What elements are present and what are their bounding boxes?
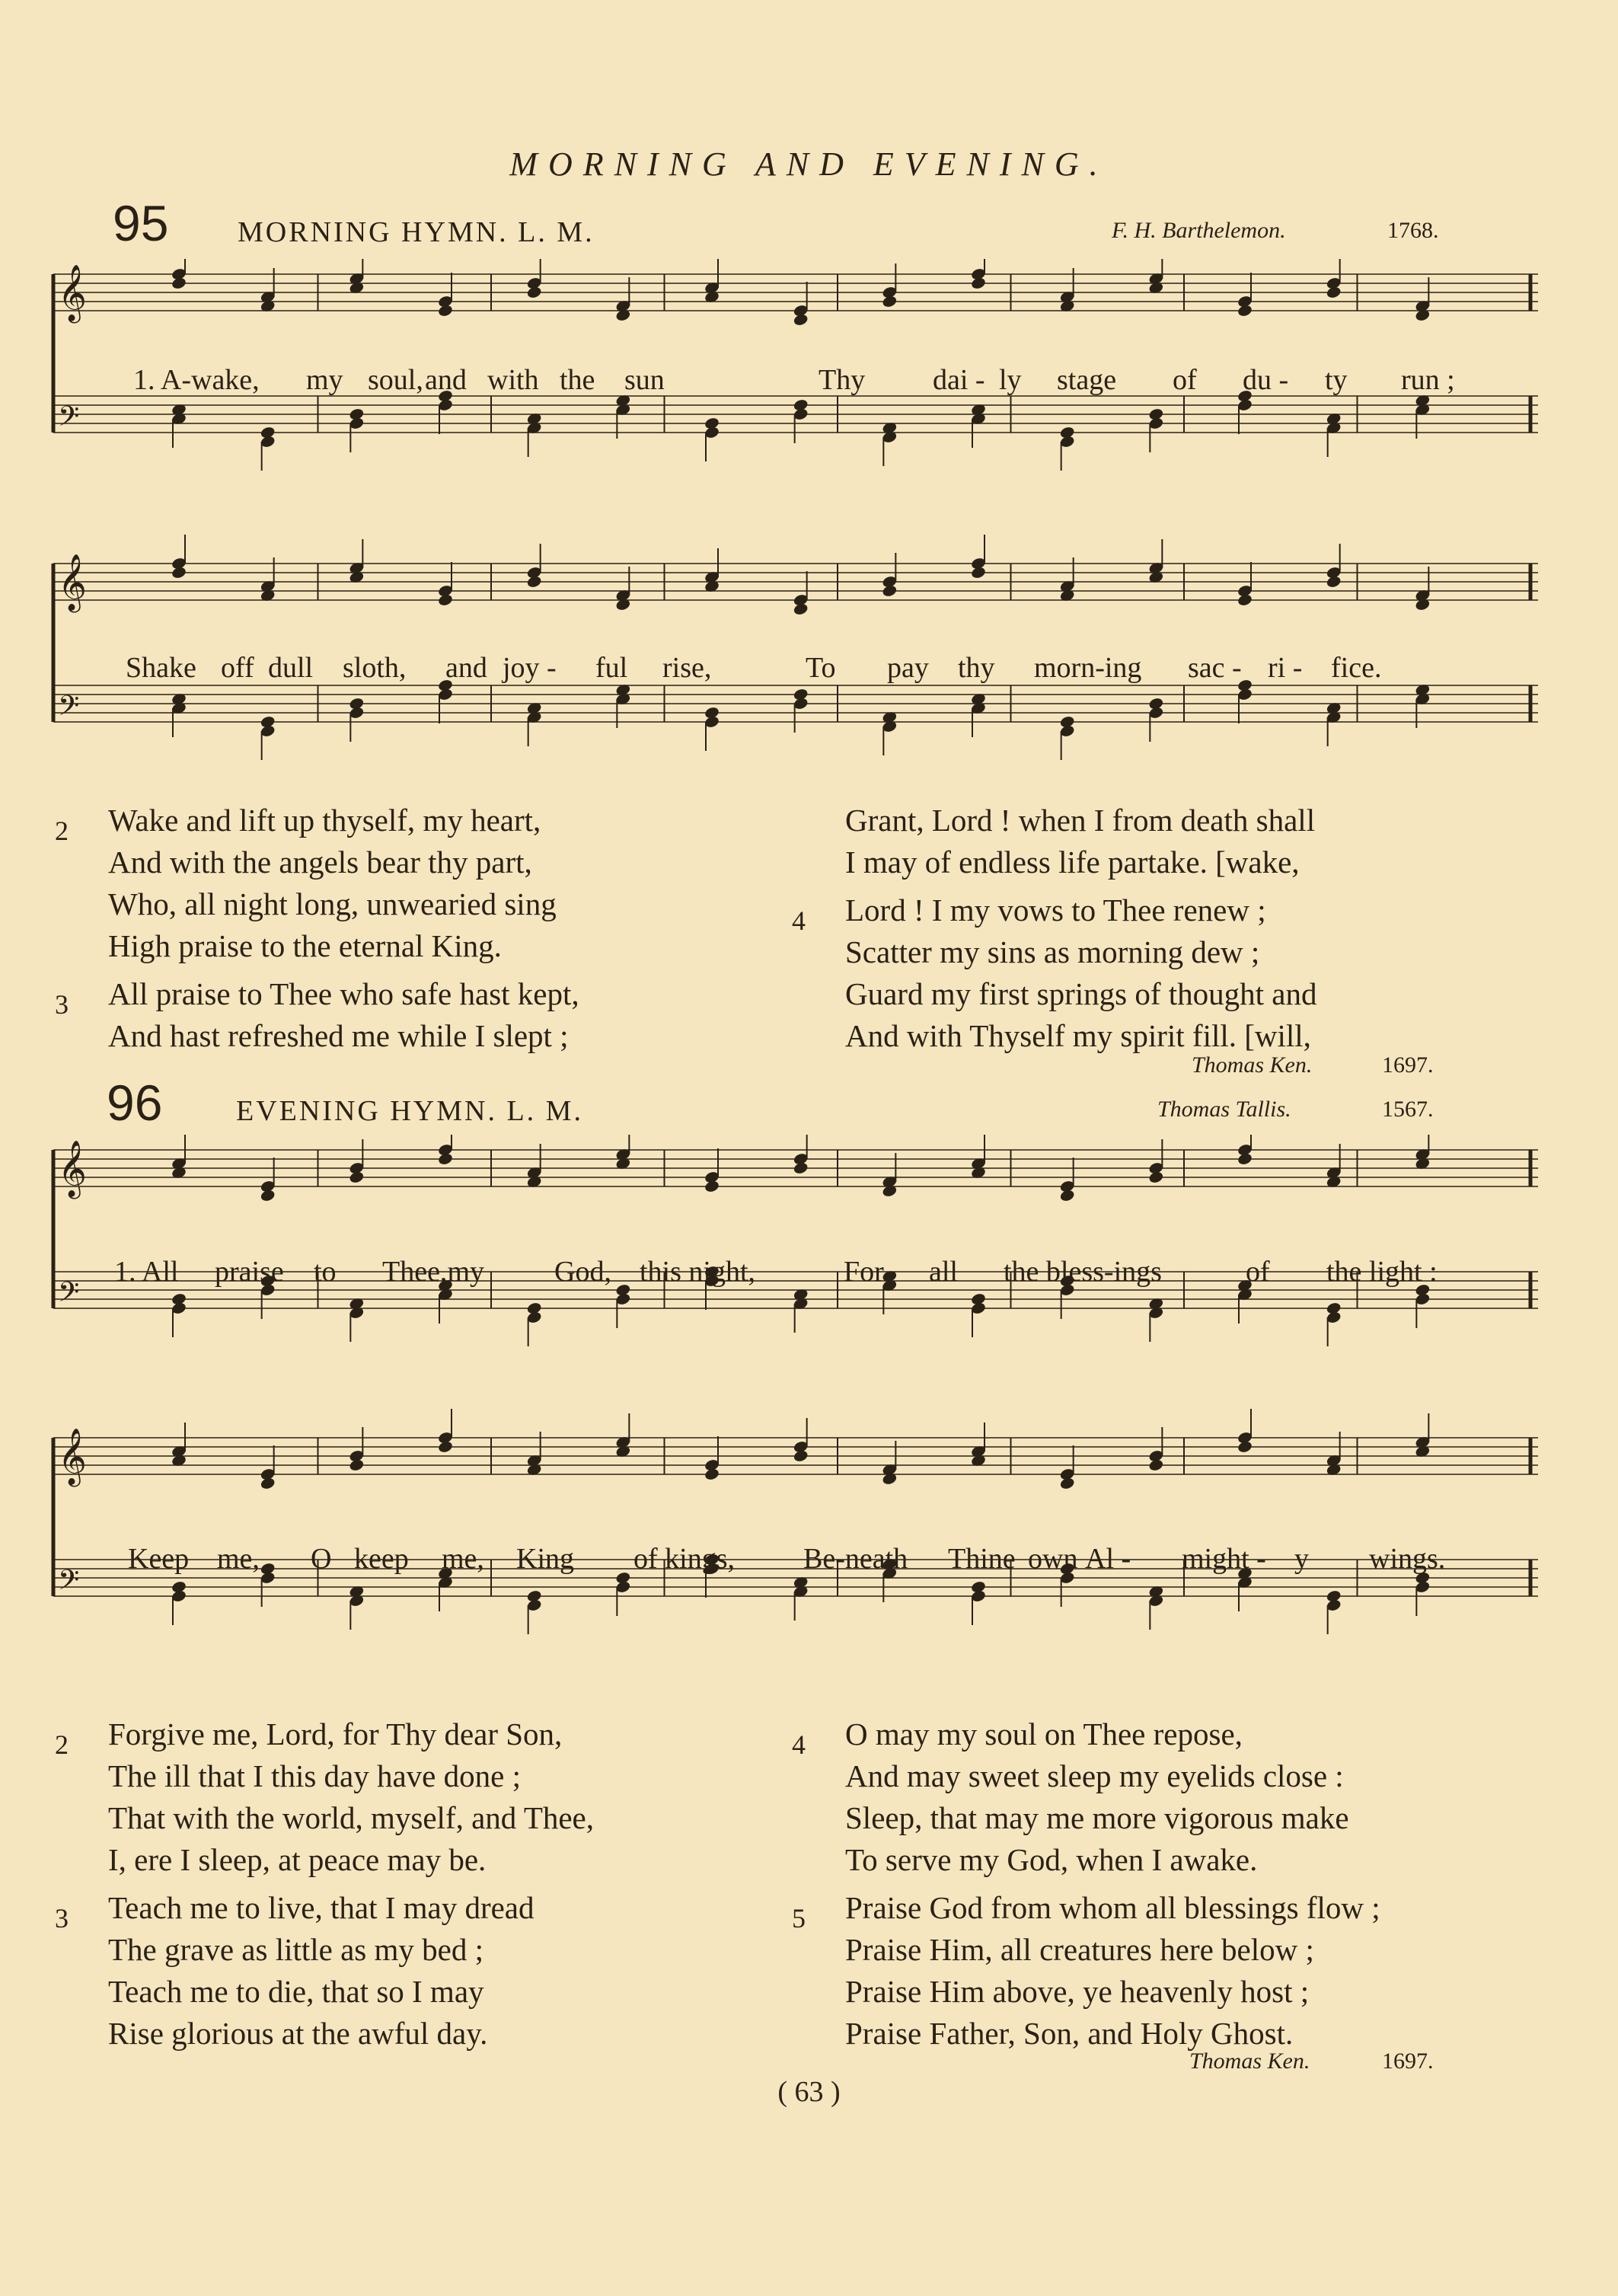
lyric-syllable: God, <box>554 1256 611 1288</box>
author-year: 1697. <box>1382 2049 1434 2074</box>
lyric-syllable: run ; <box>1401 364 1455 396</box>
verse <box>792 889 1316 1057</box>
verse-line: Scatter my sins as morning dew ; <box>845 934 1260 969</box>
lyric-syllable: me, <box>217 1543 260 1575</box>
treble-staff <box>53 535 1538 616</box>
note-head <box>437 1152 453 1166</box>
lyric-syllable: 1. A-wake, <box>133 364 260 396</box>
lyric-syllable: praise <box>215 1256 284 1288</box>
verse-line: Praise Him, all creatures here below ; <box>845 1932 1314 1967</box>
verse-line: And hast refreshed me while I slept ; <box>108 1018 569 1053</box>
verse-line: That with the world, myself, and Thee, <box>108 1800 595 1835</box>
verse-number: 4 <box>792 1729 806 1760</box>
verse-line: Praise Him above, ye heavenly host ; <box>845 1974 1310 2009</box>
verse-number: 3 <box>55 989 69 1020</box>
lyric-syllable: joy - <box>503 652 557 684</box>
verse-line: The ill that I this day have done ; <box>108 1758 521 1793</box>
verse-line: Who, all night long, unwearied sing <box>108 886 557 921</box>
bass-clef-icon: 𝄢 <box>58 690 80 729</box>
music-score <box>46 259 1572 807</box>
verses-right <box>792 1713 1380 2061</box>
note-head <box>704 1180 720 1193</box>
lyric-syllable: keep <box>354 1543 409 1575</box>
lyric-syllable: of <box>1246 1256 1270 1288</box>
lyric-syllable: sun <box>624 364 665 396</box>
note-head <box>526 286 542 299</box>
lyric-syllable: pay <box>887 652 929 684</box>
composer: Thomas Tallis. <box>1157 1097 1291 1122</box>
verses-left <box>55 1713 594 2061</box>
author: Thomas Ken. <box>1189 2049 1310 2074</box>
lyric-syllable: Be-neath <box>803 1543 908 1575</box>
lyric-syllable: Thy <box>819 364 866 396</box>
lyric-syllable: own <box>1028 1543 1078 1575</box>
note-head <box>1237 593 1253 607</box>
lyric-syllable: off <box>221 652 254 684</box>
verse-number: 5 <box>792 1903 806 1934</box>
lyric-syllable: this night, <box>640 1256 756 1288</box>
treble-clef-icon: 𝄞 <box>58 554 87 611</box>
verse-line: Praise Father, Son, and Holy Ghost. <box>845 2016 1294 2051</box>
note-head <box>793 1449 809 1463</box>
note-head <box>793 602 809 616</box>
author: Thomas Ken. <box>1192 1052 1313 1078</box>
note-head <box>437 593 453 607</box>
verse-line: O may my soul on Thee repose, <box>845 1716 1243 1752</box>
note-head <box>171 276 187 290</box>
treble-clef-icon: 𝄞 <box>58 265 87 321</box>
verse-line: Teach me to die, that so I may <box>108 1974 484 2009</box>
note-head <box>260 1189 276 1202</box>
treble-clef-icon: 𝄞 <box>58 1429 87 1485</box>
lyric-syllable: 1. All <box>114 1256 179 1288</box>
verse-line: Lord ! I my vows to Thee renew ; <box>845 893 1266 928</box>
note-head <box>1059 1189 1075 1202</box>
lyric-syllable: wings. <box>1369 1543 1446 1575</box>
lyric-syllable: the light : <box>1326 1256 1438 1288</box>
lyric-syllable: O <box>311 1543 332 1575</box>
note-head <box>970 276 986 290</box>
lyric-syllable: ly <box>999 364 1022 396</box>
note-head <box>882 584 898 598</box>
note-head <box>1237 1440 1253 1454</box>
lyric-syllable: and <box>425 364 467 396</box>
note-head <box>437 1440 453 1454</box>
bass-staff <box>53 1553 1538 1634</box>
lyric-syllable: to <box>314 1256 337 1288</box>
verse-line: High praise to the eternal King. <box>108 928 502 963</box>
lyric-syllable: of kings, <box>633 1543 735 1575</box>
lyric-syllable: Thee,my <box>382 1256 485 1288</box>
note-head <box>704 1467 720 1481</box>
bass-clef-icon: 𝄢 <box>58 1276 80 1315</box>
verse-line: Grant, Lord ! when I from death shall <box>845 803 1316 838</box>
lyric-syllable: and <box>445 652 487 684</box>
treble-staff <box>53 259 1538 327</box>
hymn-title: MORNING HYMN. L. M. <box>238 216 595 248</box>
note-head <box>1326 575 1342 589</box>
lyric-syllable: rise, <box>662 652 712 684</box>
bass-clef-icon: 𝄢 <box>58 401 80 439</box>
hymn-number: 95 <box>113 195 169 251</box>
verse-line: The grave as little as my bed ; <box>108 1932 483 1967</box>
staff-system <box>53 1135 1538 1346</box>
lyric-syllable: dai - <box>933 364 985 396</box>
note-head <box>1148 1170 1164 1184</box>
verse-line: I may of endless life partake. [wake, <box>845 845 1300 880</box>
lyric-syllable: morn-ing <box>1034 652 1142 684</box>
lyric-syllable: y <box>1294 1543 1309 1575</box>
section-title: MORNING AND EVENING. <box>509 145 1109 183</box>
bass-clef-icon: 𝄢 <box>58 1564 80 1603</box>
lyric-syllable: the bless-ings <box>1004 1256 1162 1288</box>
music-score <box>46 1135 1572 1683</box>
lyric-syllable: all <box>929 1256 958 1288</box>
note-head <box>793 313 809 327</box>
hymn-title: EVENING HYMN. L. M. <box>236 1095 583 1127</box>
lyric-syllable: with <box>487 364 539 396</box>
verse-line: To serve my God, when I awake. <box>845 1842 1258 1877</box>
verse <box>792 800 1316 883</box>
lyric-syllable: Shake <box>126 652 196 684</box>
note-head <box>1237 304 1253 318</box>
staff-system <box>53 259 1538 471</box>
page-number: ( 63 ) <box>777 2076 841 2108</box>
note-head <box>1237 1152 1253 1166</box>
lyric-syllable: my <box>306 364 343 396</box>
lyric-syllable: thy <box>958 652 995 684</box>
lyric-syllable: du - <box>1243 364 1289 396</box>
verse-line: I, ere I sleep, at peace may be. <box>108 1842 487 1877</box>
note-head <box>349 1458 365 1472</box>
hymn-number: 96 <box>107 1075 163 1131</box>
verse-line: And may sweet sleep my eyelids close : <box>845 1758 1344 1793</box>
note-head <box>970 566 986 580</box>
lyric-syllable: ty <box>1325 364 1348 396</box>
note-head <box>1326 286 1342 299</box>
verse-line: Wake and lift up thyself, my heart, <box>108 803 541 838</box>
verse-line: Forgive me, Lord, for Thy dear Son, <box>108 1716 563 1752</box>
verses-right <box>792 800 1316 1063</box>
verse-number: 3 <box>55 1903 69 1934</box>
lyric-syllable: me, <box>442 1543 484 1575</box>
note-head <box>349 1170 365 1184</box>
lyric-syllable: Thine <box>948 1543 1016 1575</box>
verse-number: 4 <box>792 905 806 936</box>
lyric-syllable: Al - <box>1085 1543 1131 1575</box>
verse-line: Rise glorious at the awful day. <box>108 2016 488 2051</box>
note-head <box>1148 1458 1164 1472</box>
verse <box>55 973 579 1057</box>
verse <box>792 1887 1380 2055</box>
lyric-syllable: King <box>516 1543 574 1575</box>
verse-number: 2 <box>55 1729 69 1760</box>
verses-left <box>55 800 579 1063</box>
note-head <box>526 575 542 589</box>
bass-staff <box>53 389 1538 471</box>
note-head <box>1059 1477 1075 1490</box>
composer-year: 1567. <box>1382 1097 1434 1122</box>
composer: F. H. Barthelemon. <box>1112 218 1286 243</box>
composer-year: 1768. <box>1387 218 1439 243</box>
lyric-syllable: fice. <box>1331 652 1382 684</box>
note-head <box>260 1477 276 1490</box>
lyric-syllable: To <box>806 652 836 684</box>
verse <box>792 1713 1380 1881</box>
treble-staff <box>53 1409 1538 1490</box>
verse-line: Teach me to live, that I may dread <box>108 1890 535 1925</box>
lyric-syllable: For <box>844 1256 884 1288</box>
bass-staff <box>53 679 1538 760</box>
verse-line: Sleep, that may me more vigorous make <box>845 1800 1349 1835</box>
lyric-syllable: soul, <box>368 364 423 396</box>
verse-line: Praise God from whom all blessings flow ; <box>845 1890 1380 1925</box>
lyric-syllable: of <box>1173 364 1197 396</box>
lyric-syllable: might - <box>1182 1543 1266 1575</box>
verse-line: Guard my first springs of thought and <box>845 976 1317 1011</box>
verse <box>55 1713 594 1881</box>
lyric-syllable: sac - <box>1188 652 1242 684</box>
lyric-syllable: sloth, <box>343 652 407 684</box>
note-head <box>793 1161 809 1175</box>
author-year: 1697. <box>1382 1052 1434 1078</box>
lyric-syllable: ri - <box>1268 652 1303 684</box>
note-head <box>437 304 453 318</box>
lyric-syllable: stage <box>1057 364 1117 396</box>
staff-system <box>53 535 1538 760</box>
verse-line: All praise to Thee who safe hast kept, <box>108 976 579 1011</box>
verse-line: And with Thyself my spirit fill. [will, <box>845 1018 1311 1053</box>
note-head <box>171 566 187 580</box>
lyric-syllable: ful <box>595 652 628 684</box>
verse-line: And with the angels bear thy part, <box>108 845 532 880</box>
note-head <box>882 295 898 308</box>
staff-system <box>53 1409 1538 1634</box>
treble-staff <box>53 1135 1538 1202</box>
treble-clef-icon: 𝄞 <box>58 1141 87 1197</box>
lyric-syllable: Keep <box>128 1543 190 1575</box>
lyric-syllable: the <box>560 364 595 396</box>
verse-number: 2 <box>55 816 69 846</box>
lyric-syllable: dull <box>268 652 314 684</box>
verse <box>55 1887 594 2055</box>
verse <box>55 800 579 967</box>
